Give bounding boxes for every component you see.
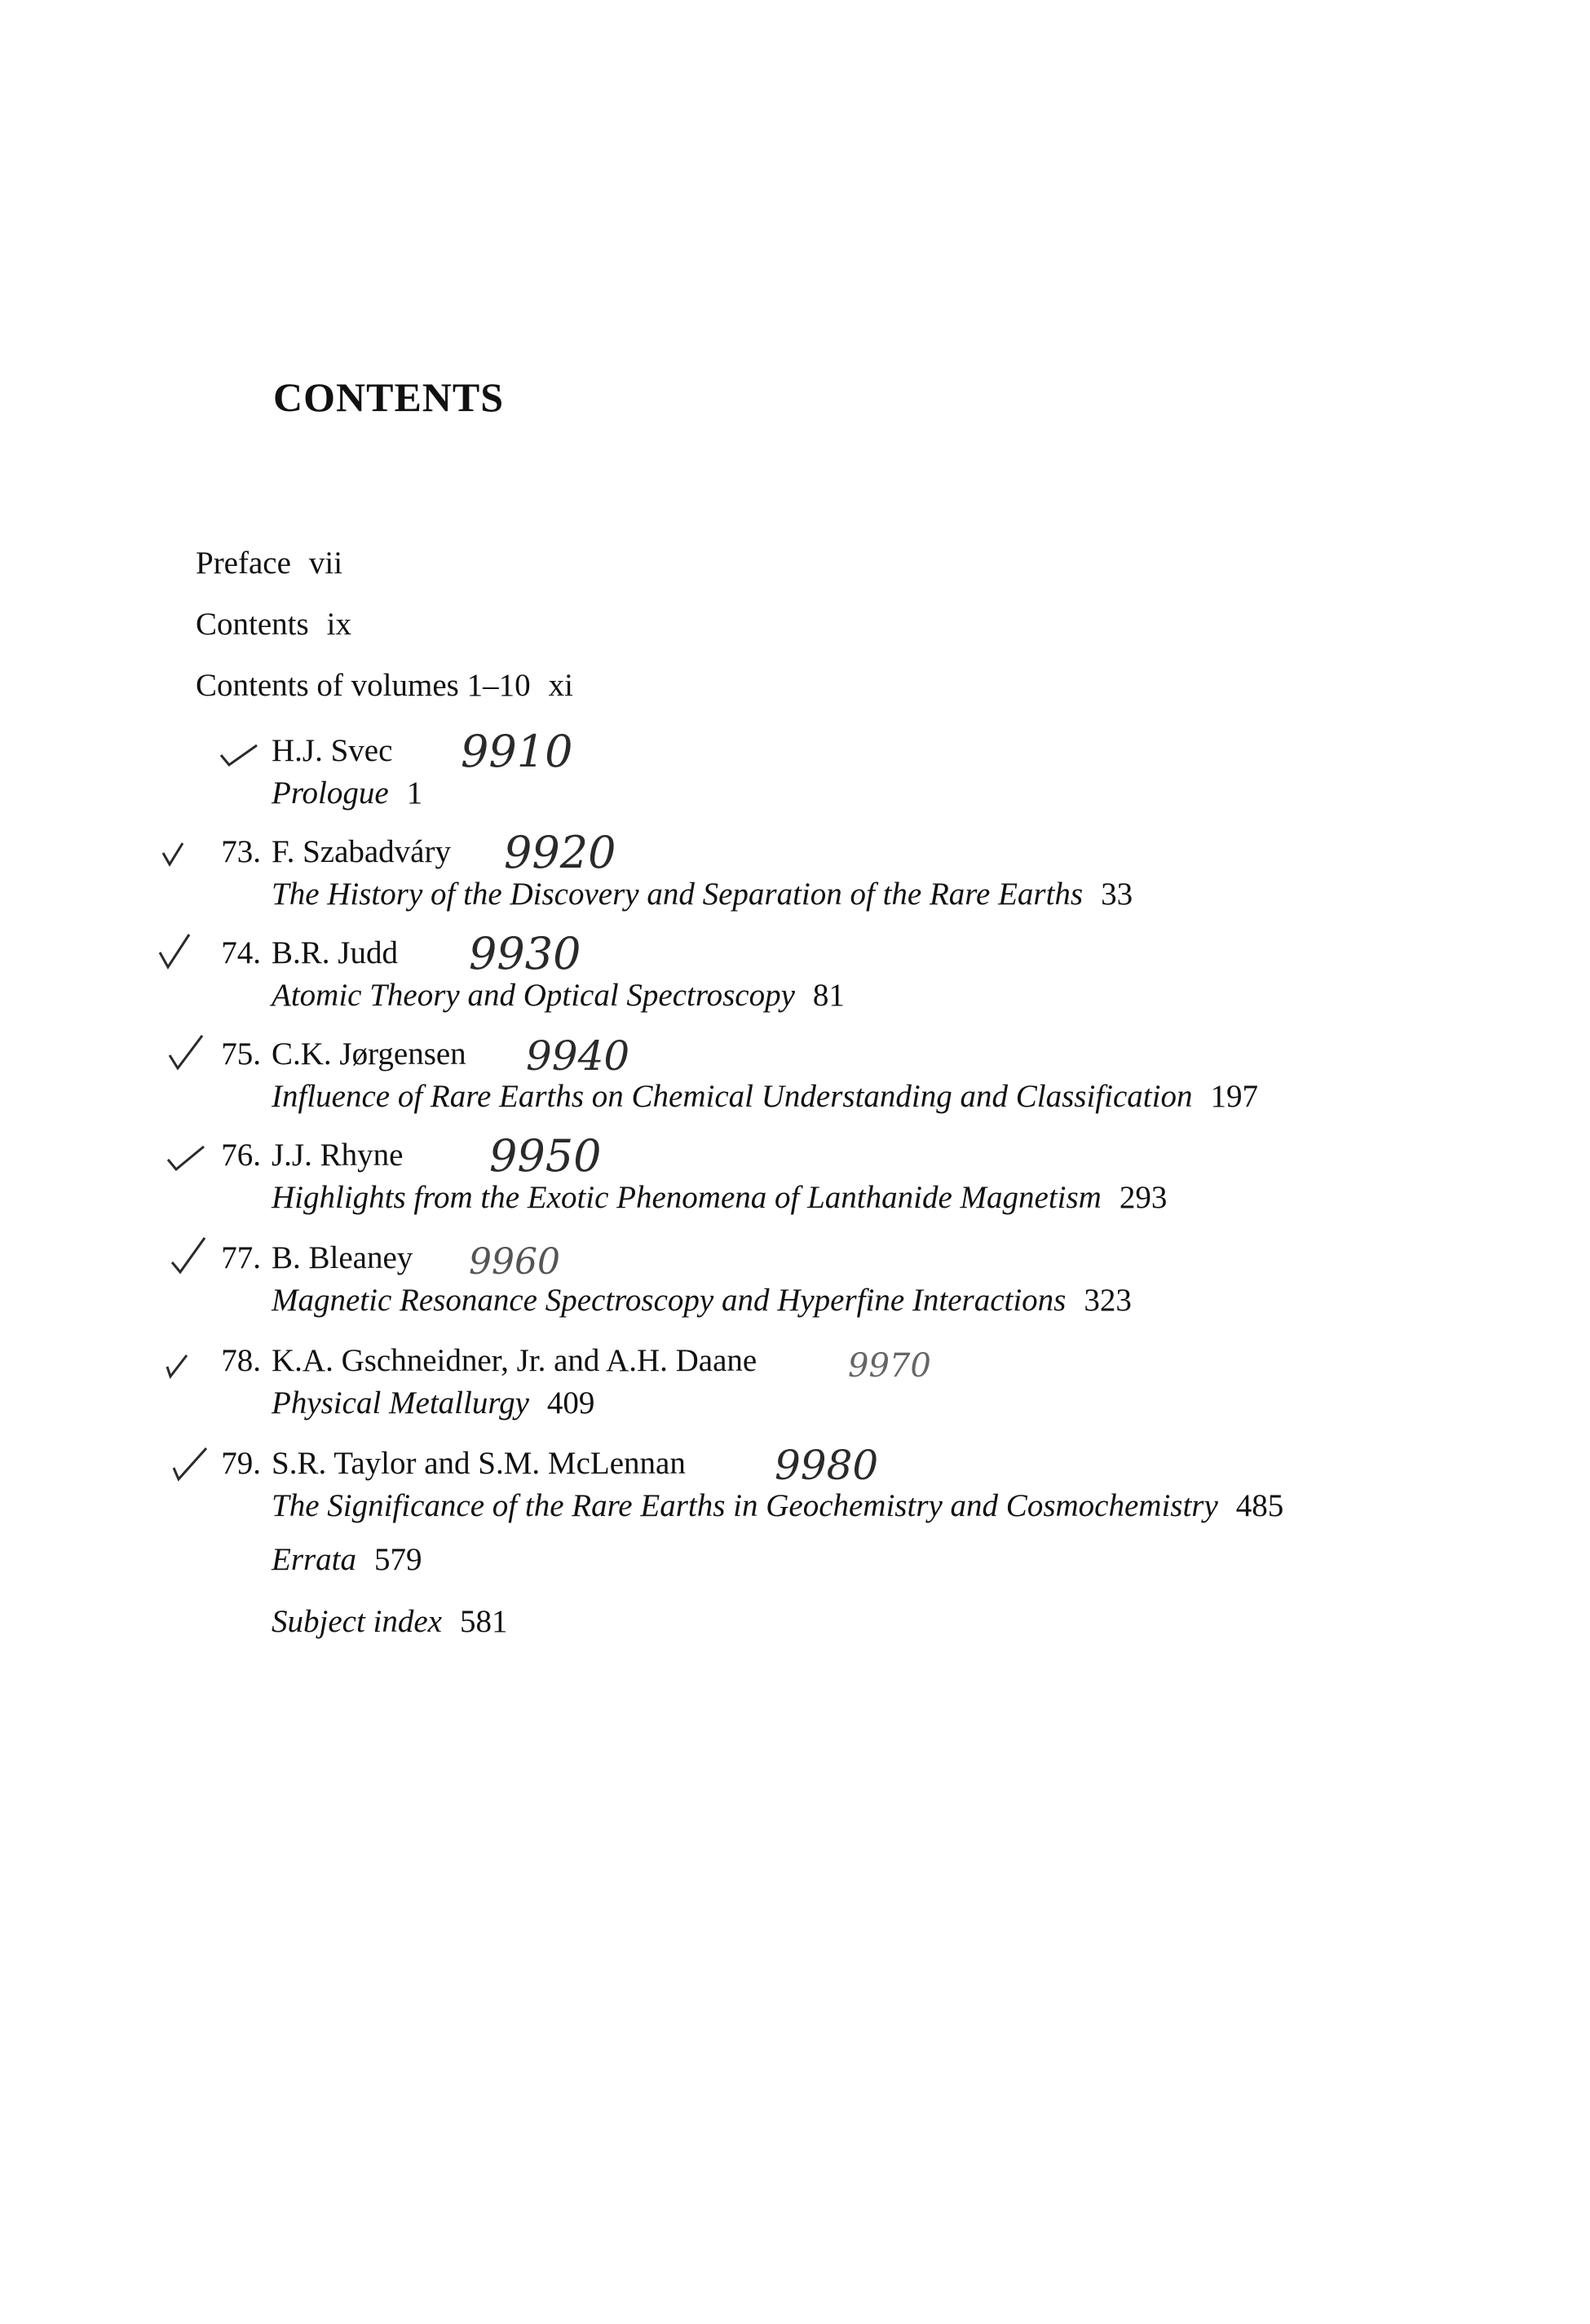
chapter-entry <box>0 1032 1590 1133</box>
chapter-entry <box>0 1130 1590 1235</box>
chapter-title-text: Physical Metallurgy <box>272 1385 529 1420</box>
chapter-title <box>272 1282 1132 1319</box>
entry-label: Contents <box>196 607 309 642</box>
entry-label: Contents of volumes 1–10 <box>196 668 531 703</box>
chapter-title-text: Atomic Theory and Optical Spectroscopy <box>272 978 795 1013</box>
chapter-number: 75. <box>221 1036 261 1071</box>
entry-label: Preface <box>196 546 291 581</box>
chapter-title-text: Highlights from the Exotic Phenomena of Lanthanide Magnetism <box>272 1180 1102 1215</box>
chapter-page: 323 <box>1084 1283 1132 1318</box>
chapter-page: 33 <box>1101 877 1133 912</box>
back-matter-entry <box>272 1603 508 1640</box>
chapter-title <box>272 775 422 811</box>
annotation-text: 9930 <box>469 928 581 979</box>
entry-page: vii <box>308 546 343 581</box>
chapter-page: 1 <box>406 775 423 811</box>
entry-page: ix <box>326 607 352 642</box>
chapter-author: H.J. Svec <box>272 733 393 768</box>
chapter-page: 197 <box>1210 1079 1258 1114</box>
annotation-text: 9970 <box>848 1347 931 1385</box>
chapter-number: 77. <box>221 1240 261 1275</box>
chapter-title <box>272 1078 1258 1115</box>
chapter-number: 78. <box>221 1343 261 1378</box>
annotation-text: 9960 <box>469 1241 560 1283</box>
chapter-title <box>272 1487 1283 1524</box>
chapter-author: C.K. Jørgensen <box>272 1036 466 1071</box>
chapter-number: 76. <box>221 1138 261 1173</box>
chapter-page: 409 <box>546 1385 595 1420</box>
chapter-author: B.R. Judd <box>272 935 398 970</box>
front-matter-entry <box>196 667 573 704</box>
handwritten-note <box>453 719 665 784</box>
chapter-title-text: Influence of Rare Earths on Chemical Understanding and Classification <box>272 1079 1193 1114</box>
chapter-author: J.J. Rhyne <box>272 1138 404 1173</box>
entry-page: 581 <box>460 1604 508 1639</box>
chapter-title-text: The History of the Discovery and Separation of the Rare Earths <box>272 877 1084 912</box>
chapter-page: 293 <box>1119 1180 1168 1215</box>
chapter-entry <box>0 1342 1590 1440</box>
check-mark-icon <box>216 727 273 776</box>
back-matter-entry <box>272 1541 422 1578</box>
page-title: CONTENTS <box>273 374 505 420</box>
annotation-text: 9980 <box>775 1442 879 1489</box>
front-matter-entry <box>196 606 351 643</box>
annotation-text: 9950 <box>489 1130 602 1182</box>
chapter-entry <box>0 827 1590 931</box>
chapter-number: 79. <box>221 1446 261 1481</box>
chapter-entry <box>0 928 1590 1032</box>
entry-page: 579 <box>374 1542 422 1577</box>
chapter-title <box>272 1385 594 1421</box>
entry-label: Subject index <box>272 1604 442 1639</box>
chapter-title-text: Prologue <box>272 775 389 811</box>
annotation-text: 9920 <box>504 827 616 878</box>
chapter-entry <box>0 1239 1590 1337</box>
entry-page: xi <box>548 668 573 703</box>
chapter-entry <box>0 1442 1590 1543</box>
chapter-title-text: Magnetic Resonance Spectroscopy and Hyperfine Interactions <box>272 1283 1067 1318</box>
chapter-number: 74. <box>221 935 261 970</box>
chapter-page: 485 <box>1235 1488 1284 1523</box>
chapter-title-text: The Significance of the Rare Earths in Geochemistry and Cosmochemistry <box>272 1488 1218 1523</box>
chapter-title <box>272 876 1133 912</box>
front-matter-entry <box>196 545 342 581</box>
chapter-entry <box>0 726 1590 830</box>
chapter-author: K.A. Gschneidner, Jr. and A.H. Daane <box>272 1343 757 1378</box>
chapter-number: 73. <box>221 834 261 869</box>
annotation-text: 9910 <box>461 726 573 777</box>
chapter-title <box>272 1179 1167 1216</box>
chapter-author: F. Szabadváry <box>272 834 451 869</box>
entry-label: Errata <box>272 1542 357 1577</box>
chapter-author: S.R. Taylor and S.M. McLennan <box>272 1446 686 1481</box>
handwritten-note <box>840 1329 1052 1394</box>
chapter-title <box>272 977 845 1014</box>
chapter-author: B. Bleaney <box>272 1240 413 1275</box>
annotation-text: 9940 <box>526 1032 630 1080</box>
chapter-page: 81 <box>812 978 845 1013</box>
